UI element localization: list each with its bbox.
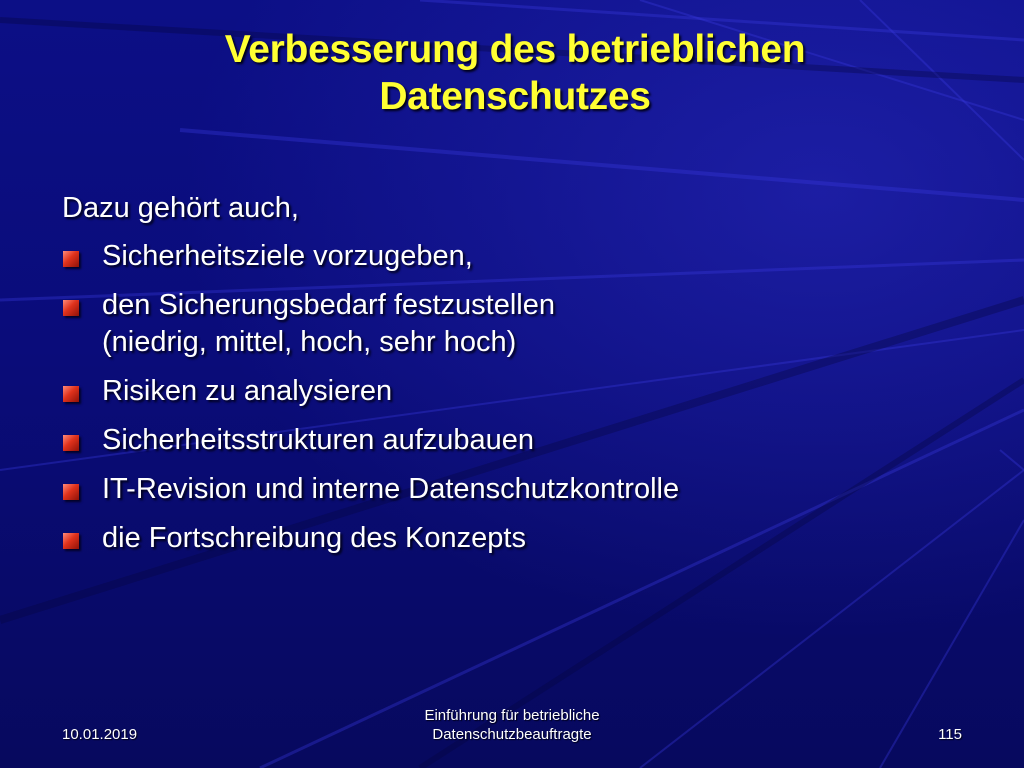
bullet-text: IT-Revision und interne Datenschutzkontrolle [102,473,680,505]
red-square-bullet-icon [63,251,79,267]
bullet-item [62,471,962,508]
bullet-item [62,422,962,459]
bullet-item [62,520,962,557]
bullet-item [62,287,962,361]
bullet-list [62,238,962,557]
bullet-text: Sicherheitsziele vorzugeben, [102,240,473,272]
footer-course-title [362,706,662,744]
footer-date: 10.01.2019 [62,726,138,743]
bullet-text: die Fortschreibung des Konzepts [102,522,526,554]
slide-title [110,26,920,120]
footer-course-title-line-2: Datenschutzbeauftragte [432,726,592,743]
intro-text: Dazu gehört auch, [62,192,299,224]
bullet-item [62,238,962,275]
slide-title-line-2: Datenschutzes [379,75,651,118]
bullet-text: den Sicherungsbedarf festzustellen [102,289,556,321]
bullet-text: Risiken zu analysieren [102,375,393,407]
slide-title-line-1: Verbesserung des betrieblichen [224,28,806,71]
red-square-bullet-icon [63,300,79,316]
footer-course-title-line-1: Einführung für betriebliche [424,707,600,724]
red-square-bullet-icon [63,435,79,451]
bullet-item [62,373,962,410]
red-square-bullet-icon [63,386,79,402]
slide-body [62,190,962,569]
bullet-text: Sicherheitsstrukturen aufzubauen [102,424,535,456]
red-square-bullet-icon [63,484,79,500]
page-number: 115 [938,726,962,743]
bullet-text-continuation: (niedrig, mittel, hoch, sehr hoch) [102,326,517,358]
red-square-bullet-icon [63,533,79,549]
